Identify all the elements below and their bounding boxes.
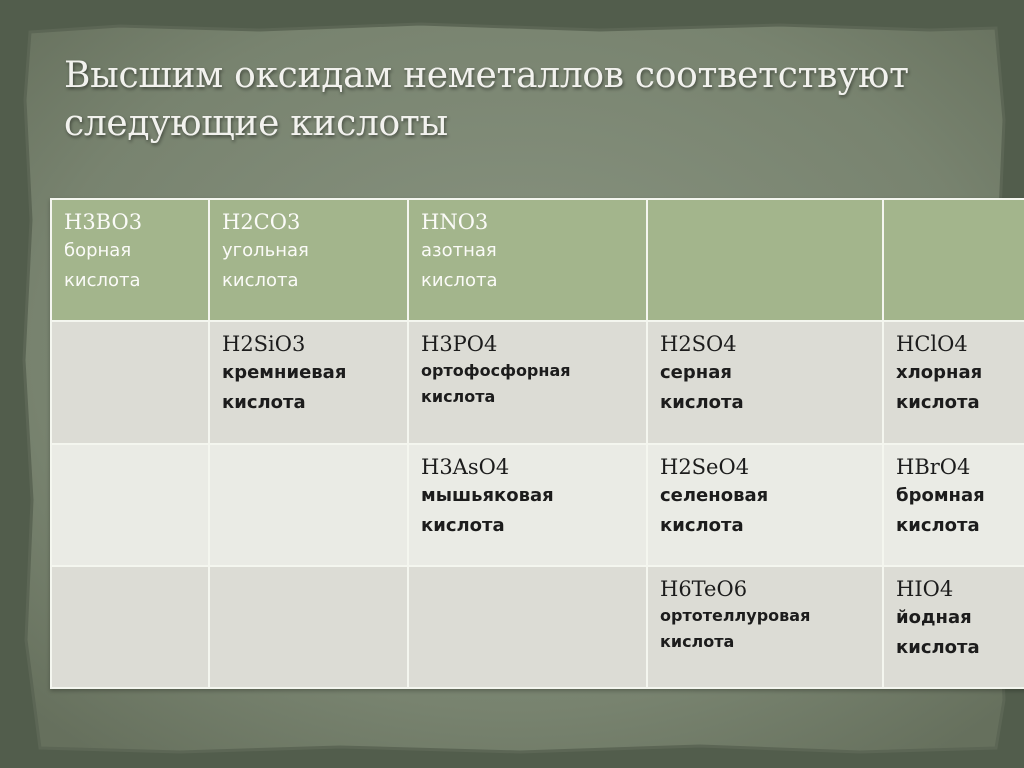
slide-title bbox=[64, 52, 964, 148]
title-line-2: следующие кислоты bbox=[64, 103, 448, 144]
acid-name-suffix: кислота bbox=[660, 514, 744, 536]
acid-name: угольная bbox=[222, 240, 309, 261]
table-cell bbox=[883, 321, 1024, 443]
table-cell bbox=[51, 321, 209, 443]
acid-formula: H3PO4 bbox=[421, 332, 498, 357]
acid-name: селеновая bbox=[660, 484, 769, 506]
acid-name: бромная bbox=[896, 484, 985, 506]
table-cell bbox=[408, 444, 647, 566]
acid-formula: HBrO4 bbox=[896, 454, 971, 479]
acid-name-suffix: кислота bbox=[421, 514, 505, 536]
table-cell bbox=[408, 199, 647, 321]
table-cell bbox=[647, 321, 883, 443]
table-cell bbox=[209, 321, 408, 443]
acid-name-suffix: кислота bbox=[896, 514, 980, 536]
acid-name: кремниевая bbox=[222, 362, 347, 384]
acid-name-suffix: кислота bbox=[222, 270, 299, 291]
table-row bbox=[51, 321, 1024, 443]
acid-formula: H6TeO6 bbox=[660, 576, 748, 601]
table-cell bbox=[408, 321, 647, 443]
acid-name-suffix: кислота bbox=[222, 392, 306, 414]
table-cell bbox=[209, 199, 408, 321]
acid-name-suffix: кислота bbox=[64, 270, 141, 291]
table-cell bbox=[408, 566, 647, 688]
table-cell bbox=[51, 566, 209, 688]
table-cell bbox=[647, 444, 883, 566]
table-row bbox=[51, 444, 1024, 566]
acid-name: ортотеллуровая bbox=[660, 605, 811, 625]
acid-name-suffix: кислота bbox=[660, 392, 744, 414]
acid-formula: H3AsO4 bbox=[421, 454, 510, 479]
acid-formula: H2SeO4 bbox=[660, 454, 750, 479]
table-cell bbox=[883, 444, 1024, 566]
title-line-1: Высшим оксидам неметаллов соответствуют bbox=[64, 55, 909, 96]
acid-name-suffix: кислота bbox=[421, 270, 498, 291]
acid-formula: H3BO3 bbox=[64, 210, 143, 234]
table-cell bbox=[51, 444, 209, 566]
acid-name: азотная bbox=[421, 240, 497, 261]
acid-name: мышьяковая bbox=[421, 484, 554, 506]
acid-name: йодная bbox=[896, 606, 972, 628]
acid-formula: H2CO3 bbox=[222, 210, 301, 234]
table-cell bbox=[647, 566, 883, 688]
acid-name-suffix: кислота bbox=[896, 392, 980, 414]
table-cell bbox=[209, 566, 408, 688]
table-cell bbox=[209, 444, 408, 566]
table-row bbox=[51, 199, 1024, 321]
table-cell bbox=[51, 199, 209, 321]
acid-formula: H2SiO3 bbox=[222, 332, 306, 357]
acid-formula: HIO4 bbox=[896, 576, 954, 601]
acid-formula: HNO3 bbox=[421, 210, 489, 234]
acids-table bbox=[50, 198, 1024, 689]
acid-formula: H2SO4 bbox=[660, 332, 737, 357]
acid-name: хлорная bbox=[896, 362, 983, 384]
acid-name-suffix: кислота bbox=[421, 387, 496, 407]
acid-name-suffix: кислота bbox=[896, 636, 980, 658]
acid-name: борная bbox=[64, 240, 132, 261]
acid-formula: HClO4 bbox=[896, 332, 968, 357]
acid-name: серная bbox=[660, 362, 732, 384]
table-cell bbox=[883, 199, 1024, 321]
table-cell bbox=[647, 199, 883, 321]
acid-name: ортофосфорная bbox=[421, 361, 571, 381]
acid-name-suffix: кислота bbox=[660, 631, 735, 651]
table-row bbox=[51, 566, 1024, 688]
table-cell bbox=[883, 566, 1024, 688]
